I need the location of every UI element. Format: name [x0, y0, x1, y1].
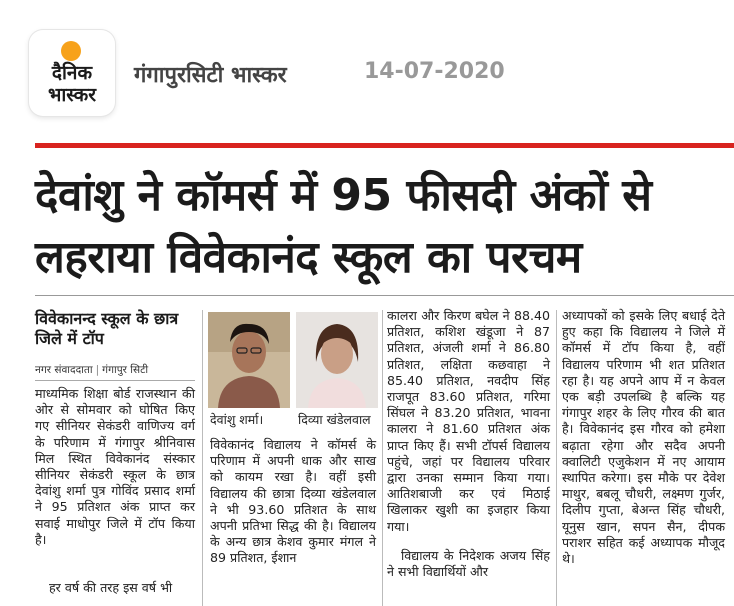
edition-name: गंगापुरसिटी भास्कर: [134, 63, 287, 88]
headline-line2: लहराया विवेकानंद स्कूल का परचम: [35, 232, 582, 283]
byline-separator: |: [95, 364, 100, 376]
headline-line1: देवांशु ने कॉमर्स में 95 फीसदी अंकों से: [35, 170, 652, 221]
header-divider: [35, 143, 734, 148]
column-divider: [556, 310, 557, 606]
column-divider: [382, 310, 383, 606]
sun-icon: [61, 41, 81, 61]
article-column-3: कालरा और किरण बघेल ने 88.40 प्रतिशत, कशिश खंडूजा ने 87 प्रतिशत, अंजली शर्मा ने 86.80 प्रतिशत, लक्षिता कछवाहा ने 85.40 प्रतिशत, नवदीप सिंह राजपूत 83.60 प्रतिशत, गरिमा सिंघल ने 83.20 प्रतिशत, भावना कालरा ने 81.60 प्रतिशत अंक प्राप्त किए हैं। सभी टॉपर्स विद्यालय पहुंचे, जहां पर विद्यालय परिवार द्वारा उनका सम्मान किया गया। आतिशबाजी कर एवं मिठाई खिलाकर खुशी का इजहार किया गया।: [387, 308, 550, 534]
article-column-4: अध्यापकों को इसके लिए बधाई देते हुए कहा कि विद्यालय ने जिले में कॉमर्स में टॉप किया है, वहीं विद्यालय परिणाम भी शत प्रतिशत रहा है। यह अपने आप में न केवल एक बड़ी उपलब्धि है बल्कि यह गंगापुर शहर के लिए गौरव की बात है। विवेकानंद इस गौरव को हमेशा बढ़ाता रहेगा और सदैव अपनी क्वालिटी एजुकेशन में नए आयाम स्थापित करेगा। इस मौके पर देवेश माथुर, बबलू चौधरी, लक्ष्मण गुर्जर, दिलीप गुप्ता, बेअन्त सिंह चौधरी, यूनुस खान, सपन सैन, दीपक पराशर सहित कई अध्यापक मौजूद थे।: [562, 308, 725, 567]
dainik-bhaskar-logo: [29, 30, 115, 116]
sub-headline: विवेकानन्द स्कूल के छात्र जिले में टॉप: [35, 309, 179, 348]
byline-divider: [35, 380, 195, 381]
publication-date: 14-07-2020: [364, 59, 505, 84]
photo-divya-khandelwal: [296, 312, 378, 408]
article-column-2: विवेकानंद विद्यालय ने कॉमर्स के परिणाम में अपनी धाक और साख को कायम रखा है। वहीं इसी विद्यालय की छात्रा दिव्या खंडेलवाल ने भी 93.60 प्रतिशत के साथ अपनी प्रतिभा सिद्ध की है। विद्यालय के अन्य छात्र केशव कुमार मंगल ने 89 प्रतिशत, ईशान: [210, 437, 376, 566]
column-divider: [202, 310, 203, 606]
photo-caption-1: देवांशु शर्मा।: [210, 412, 264, 427]
logo-text-line2: भास्कर: [47, 84, 97, 106]
photo-devanshu-sharma: [208, 312, 290, 408]
photo-caption-2: दिव्या खंडेलवाल: [298, 412, 371, 427]
headline-divider: [35, 295, 734, 296]
article-column-1: माध्यमिक शिक्षा बोर्ड राजस्थान की ओर से सोमवार को घोषित किए गए सीनियर सेकंडरी वाणिज्य वर्ग के परिणाम में गंगापुर श्रीनिवास मिल स्थित विवेकानंद संस्कार सीनियर सेकंडरी स्कूल के छात्र देवांशु शर्मा पुत्र गोविंद प्रसाद शर्मा ने 95 प्रतिशत अंक प्राप्त कर सवाई माधोपुर जिले में टॉप किया है।: [35, 386, 195, 547]
byline: [35, 363, 148, 377]
article-column-3-para2: विद्यालय के निदेशक अजय सिंह ने सभी विद्यार्थियों और: [387, 548, 550, 580]
logo-text-line1: दैनिक: [51, 62, 93, 84]
byline-place: गंगापुर सिटी: [102, 364, 149, 376]
byline-reporter: नगर संवाददाता: [35, 364, 93, 376]
article-column-1-para2: हर वर्ष की तरह इस वर्ष भी: [49, 580, 173, 595]
